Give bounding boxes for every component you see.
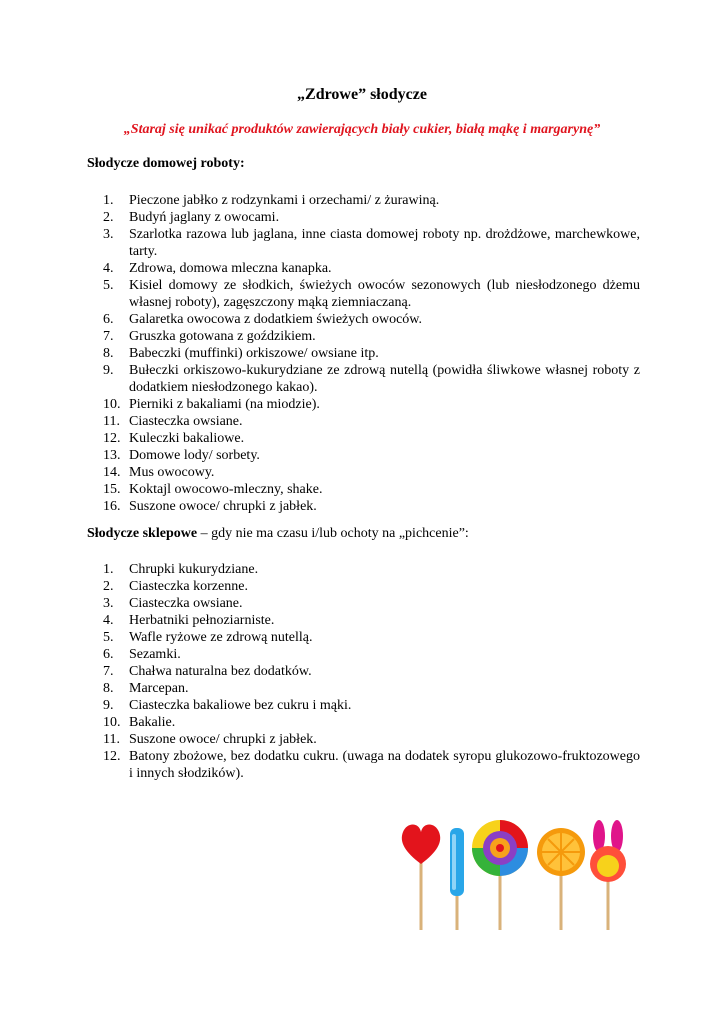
list-item-text: Bakalie. — [129, 715, 176, 730]
list-item-text: Wafle ryżowe ze zdrową nutellą. — [129, 630, 313, 645]
list-number: 12. — [103, 431, 121, 446]
store-sweet-item — [87, 663, 640, 680]
list-item-text: Domowe lody/ sorbety. — [129, 448, 260, 463]
section-heading-store-rest: – gdy nie ma czasu i/lub ochoty na „pichcenie”: — [197, 526, 469, 541]
homemade-sweet-item — [87, 328, 640, 345]
list-item-text: Zdrowa, domowa mleczna kanapka. — [129, 261, 332, 276]
rock-candy-icon — [450, 828, 464, 930]
list-number: 15. — [103, 482, 121, 497]
homemade-sweet-item — [87, 430, 640, 447]
list-item-text: Szarlotka razowa lub jaglana, inne ciasta domowej roboty np. drożdżowe, marchewkowe, tarty. — [129, 227, 640, 259]
list-number: 13. — [103, 448, 121, 463]
list-item-text: Ciasteczka owsiane. — [129, 596, 243, 611]
store-sweet-item — [87, 748, 640, 782]
store-sweet-item — [87, 646, 640, 663]
list-number: 7. — [103, 329, 114, 344]
list-item-text: Kuleczki bakaliowe. — [129, 431, 245, 446]
list-number: 9. — [103, 698, 114, 713]
homemade-sweet-item — [87, 447, 640, 464]
homemade-sweet-item — [87, 396, 640, 413]
store-sweet-item — [87, 578, 640, 595]
list-number: 1. — [103, 562, 114, 577]
store-sweets-list — [87, 561, 640, 782]
page-subtitle: „Staraj się unikać produktów zawierających biały cukier, białą mąkę i margarynę” — [123, 122, 601, 137]
list-item-text: Batony zbożowe, bez dodatku cukru. (uwaga na dodatek syropu glukozowo-fruktozowego i innych słodzików). — [129, 749, 640, 781]
list-number: 6. — [103, 647, 114, 662]
list-number: 14. — [103, 465, 121, 480]
list-number: 2. — [103, 210, 114, 225]
list-number: 2. — [103, 579, 114, 594]
list-item-text: Marcepan. — [129, 681, 189, 696]
list-item-text: Kisiel domowy ze słodkich, świeżych owoców sezonowych (lub niesłodzonego dżemu własnej roboty), zagęszczony mąką ziemniaczaną. — [129, 278, 640, 310]
list-item-text: Galaretka owocowa z dodatkiem świeżych owoców. — [129, 312, 422, 327]
list-number: 3. — [103, 227, 114, 242]
list-number: 8. — [103, 346, 114, 361]
list-item-text: Ciasteczka korzenne. — [129, 579, 248, 594]
store-sweet-item — [87, 731, 640, 748]
homemade-sweet-item — [87, 260, 640, 277]
page-title: „Zdrowe” słodycze — [297, 86, 427, 103]
list-number: 4. — [103, 613, 114, 628]
list-number: 8. — [103, 681, 114, 696]
section-heading-store-bold: Słodycze sklepowe — [87, 526, 198, 541]
list-item-text: Babeczki (muffinki) orkiszowe/ owsiane itp. — [129, 346, 379, 361]
list-number: 9. — [103, 363, 114, 378]
homemade-sweet-item — [87, 413, 640, 430]
list-item-text: Ciasteczka owsiane. — [129, 414, 243, 429]
list-number: 12. — [103, 749, 121, 764]
list-number: 7. — [103, 664, 114, 679]
list-item-text: Chałwa naturalna bez dodatków. — [129, 664, 312, 679]
list-item-text: Budyń jaglany z owocami. — [129, 210, 280, 225]
homemade-sweet-item — [87, 345, 640, 362]
homemade-sweet-item — [87, 226, 640, 260]
swirl-lollipop-icon — [472, 820, 528, 930]
store-sweet-item — [87, 697, 640, 714]
lollipops-illustration — [395, 812, 645, 937]
list-number: 10. — [103, 715, 121, 730]
list-number: 6. — [103, 312, 114, 327]
list-item-text: Herbatniki pełnoziarniste. — [129, 613, 275, 628]
bunny-lollipop-icon — [590, 820, 626, 930]
store-sweet-item — [87, 680, 640, 697]
list-number: 11. — [103, 732, 120, 747]
list-item-text: Ciasteczka bakaliowe bez cukru i mąki. — [129, 698, 352, 713]
list-item-text: Chrupki kukurydziane. — [129, 562, 259, 577]
list-item-text: Pierniki z bakaliami (na miodzie). — [129, 397, 320, 412]
homemade-sweet-item — [87, 362, 640, 396]
list-number: 4. — [103, 261, 114, 276]
orange-slice-lollipop-icon — [537, 828, 585, 930]
store-sweet-item — [87, 629, 640, 646]
store-sweet-item — [87, 612, 640, 629]
list-item-text: Suszone owoce/ chrupki z jabłek. — [129, 732, 317, 747]
list-item-text: Suszone owoce/ chrupki z jabłek. — [129, 499, 317, 514]
list-item-text: Mus owocowy. — [129, 465, 215, 480]
section-heading-homemade — [87, 156, 245, 172]
section-heading-store — [87, 526, 469, 542]
homemade-sweet-item — [87, 277, 640, 311]
homemade-sweet-item — [87, 481, 640, 498]
store-sweet-item — [87, 595, 640, 612]
homemade-sweet-item — [87, 498, 640, 515]
homemade-sweet-item — [87, 209, 640, 226]
list-item-text: Sezamki. — [129, 647, 181, 662]
homemade-sweets-list — [87, 192, 640, 515]
store-sweet-item — [87, 561, 640, 578]
list-number: 11. — [103, 414, 120, 429]
list-item-text: Koktajl owocowo-mleczny, shake. — [129, 482, 323, 497]
homemade-sweet-item — [87, 192, 640, 209]
list-item-text: Bułeczki orkiszowo-kukurydziane ze zdrową nutellą (powidła śliwkowe własnej roboty z dodatkiem niesłodzonego kakao). — [129, 363, 640, 395]
list-number: 5. — [103, 278, 114, 293]
list-number: 16. — [103, 499, 121, 514]
section-heading-homemade-text: Słodycze domowej roboty: — [87, 156, 245, 171]
store-sweet-item — [87, 714, 640, 731]
list-number: 10. — [103, 397, 121, 412]
list-number: 5. — [103, 630, 114, 645]
list-item-text: Gruszka gotowana z goździkiem. — [129, 329, 316, 344]
homemade-sweet-item — [87, 311, 640, 328]
homemade-sweet-item — [87, 464, 640, 481]
list-number: 3. — [103, 596, 114, 611]
list-item-text: Pieczone jabłko z rodzynkami i orzechami/ z żurawiną. — [129, 193, 440, 208]
heart-lollipop-icon — [402, 825, 440, 931]
list-number: 1. — [103, 193, 114, 208]
